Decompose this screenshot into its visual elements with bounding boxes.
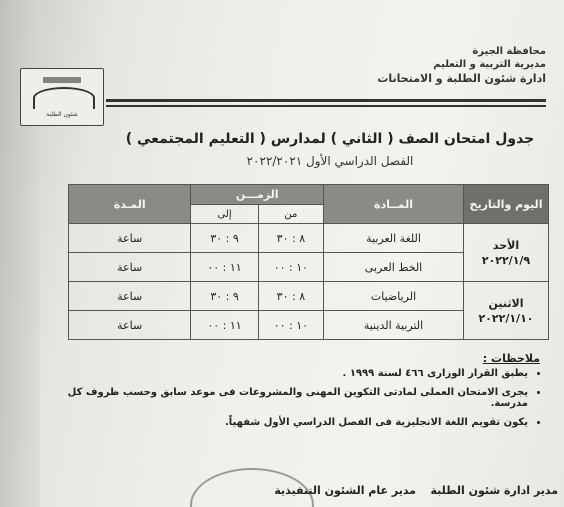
header-time: الزمـــن — [191, 185, 324, 205]
header-from: من — [258, 205, 323, 224]
header-directorate: مديرية التربية و التعليم — [433, 59, 546, 70]
day-cell — [464, 282, 549, 340]
duration-cell: ساعة — [69, 253, 191, 282]
table-row — [69, 224, 549, 253]
signature-student-affairs: مدير ادارة شئون الطلبة — [430, 484, 558, 497]
from-cell: ١٠ : ٠٠ — [258, 311, 323, 340]
note-item: • يكون تقويم اللغة الانجليزية فى الفصل الدراسي الأول شفهياً. — [28, 417, 528, 428]
day-date: ٢٠٢٢/١/١٠ — [478, 311, 534, 325]
header-governorate: محافظة الجيزة — [472, 46, 546, 57]
duration-cell: ساعة — [69, 311, 191, 340]
subject-cell: الرياضيات — [324, 282, 464, 311]
subject-cell: التربية الدينية — [324, 311, 464, 340]
to-cell: ٩ : ٣٠ — [191, 224, 258, 253]
to-cell: ٩ : ٣٠ — [191, 282, 258, 311]
from-cell: ١٠ : ٠٠ — [258, 253, 323, 282]
day-cell — [464, 224, 549, 282]
from-cell: ٨ : ٣٠ — [258, 282, 323, 311]
duration-cell: ساعة — [69, 282, 191, 311]
notes-heading: ملاحظات : — [482, 352, 540, 365]
subject-cell: اللغة العربية — [324, 224, 464, 253]
header-to: إلى — [191, 205, 258, 224]
logo-top-banner — [43, 77, 81, 83]
header-duration: المـدة — [69, 185, 191, 224]
day-date: ٢٠٢٢/١/٩ — [481, 253, 531, 267]
day-name: الأحد — [492, 238, 520, 252]
duration-cell: ساعة — [69, 224, 191, 253]
to-cell: ١١ : ٠٠ — [191, 311, 258, 340]
header-department: ادارة شئون الطلبة و الامتحانات — [377, 72, 546, 85]
table-row — [69, 282, 549, 311]
note-item: • يجرى الامتحان العملى لمادتى التكوين المهنى والمشروعات فى موعد سابق وحسب ظروف كل مدرسة. — [28, 387, 528, 409]
to-cell: ١١ : ٠٠ — [191, 253, 258, 282]
header-rule-thin — [106, 105, 546, 107]
header-day-date: اليوم والتاريخ — [464, 185, 549, 224]
table-header-row — [69, 185, 549, 205]
ministry-logo — [20, 68, 104, 126]
header-rule-thick — [106, 99, 546, 102]
page-title: جدول امتحان الصف ( الثاني ) لمدارس ( التعليم المجتمعي ) — [125, 131, 535, 147]
exam-schedule-table — [68, 184, 549, 340]
signature-executive-affairs: مدير عام الشئون التنفيذية — [274, 484, 416, 497]
day-name: الاثنين — [488, 296, 524, 310]
header-subject: المــادة — [324, 185, 464, 224]
subject-cell: الخط العربى — [324, 253, 464, 282]
logo-emblem-icon — [33, 87, 95, 109]
notes-list — [28, 368, 542, 436]
from-cell: ٨ : ٣٠ — [258, 224, 323, 253]
page-subtitle: الفصل الدراسي الأول ٢٠٢٢/٢٠٢١ — [246, 154, 414, 168]
note-item: • يطبق القرار الوزارى ٤٦٦ لسنة ١٩٩٩ . — [28, 368, 528, 379]
logo-caption: شئون الطلبة — [46, 111, 78, 118]
